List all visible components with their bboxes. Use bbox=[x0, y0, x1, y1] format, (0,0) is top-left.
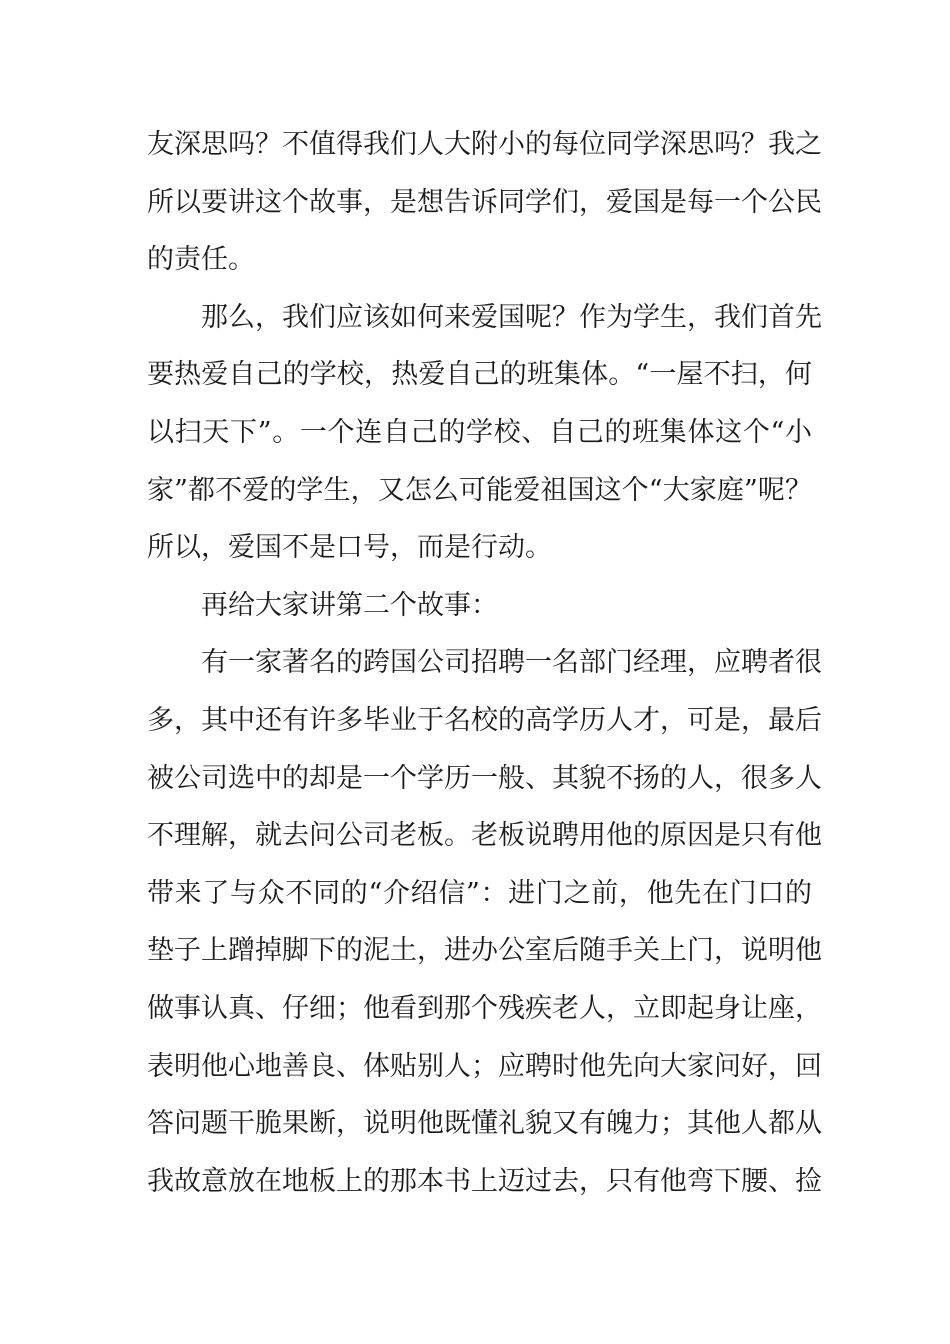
text-line: 做事认真、仔细；他看到那个残疾老人，立即起身让座， bbox=[147, 992, 822, 1024]
text-line: 答问题干脆果断，说明他既懂礼貌又有魄力；其他人都从 bbox=[147, 1108, 822, 1140]
text-line: 带来了与众不同的“介绍信”：进门之前，他先在门口的 bbox=[147, 877, 812, 909]
text-line: 友深思吗？不值得我们人大附小的每位同学深思吗？我之 bbox=[147, 129, 822, 160]
body-text bbox=[147, 116, 822, 1210]
text-line: 垫子上蹭掉脚下的泥土，进办公室后随手关上门，说明他 bbox=[147, 935, 822, 967]
text-line: 再给大家讲第二个故事： bbox=[201, 589, 498, 621]
text-line: 被公司选中的却是一个学历一般、其貌不扬的人，很多人 bbox=[147, 762, 822, 794]
text-line: 不理解，就去问公司老板。老板说聘用他的原因是只有他 bbox=[147, 820, 822, 852]
text-line: 以扫天下”。一个连自己的学校、自己的班集体这个“小 bbox=[147, 416, 812, 448]
text-line: 多，其中还有许多毕业于名校的高学历人才，可是，最后 bbox=[147, 704, 822, 736]
text-line: 表明他心地善良、体贴别人；应聘时他先向大家问好，回 bbox=[147, 1050, 822, 1082]
text-line: 所以，爱国不是口号，而是行动。 bbox=[147, 532, 552, 564]
text-line: 家”都不爱的学生，又怎么可能爱祖国这个“大家庭”呢？ bbox=[147, 474, 812, 506]
text-line: 所以要讲这个故事，是想告诉同学们，爱国是每一个公民 bbox=[147, 186, 822, 218]
text-line: 有一家著名的跨国公司招聘一名部门经理，应聘者很 bbox=[201, 647, 822, 679]
text-line: 我故意放在地板上的那本书上迈过去，只有他弯下腰、捡 bbox=[147, 1165, 822, 1197]
text-line: 要热爱自己的学校，热爱自己的班集体。“一屋不扫，何 bbox=[147, 359, 812, 391]
text-line: 的责任。 bbox=[147, 244, 255, 276]
text-line: 那么，我们应该如何来爱国呢？作为学生，我们首先 bbox=[201, 301, 822, 333]
